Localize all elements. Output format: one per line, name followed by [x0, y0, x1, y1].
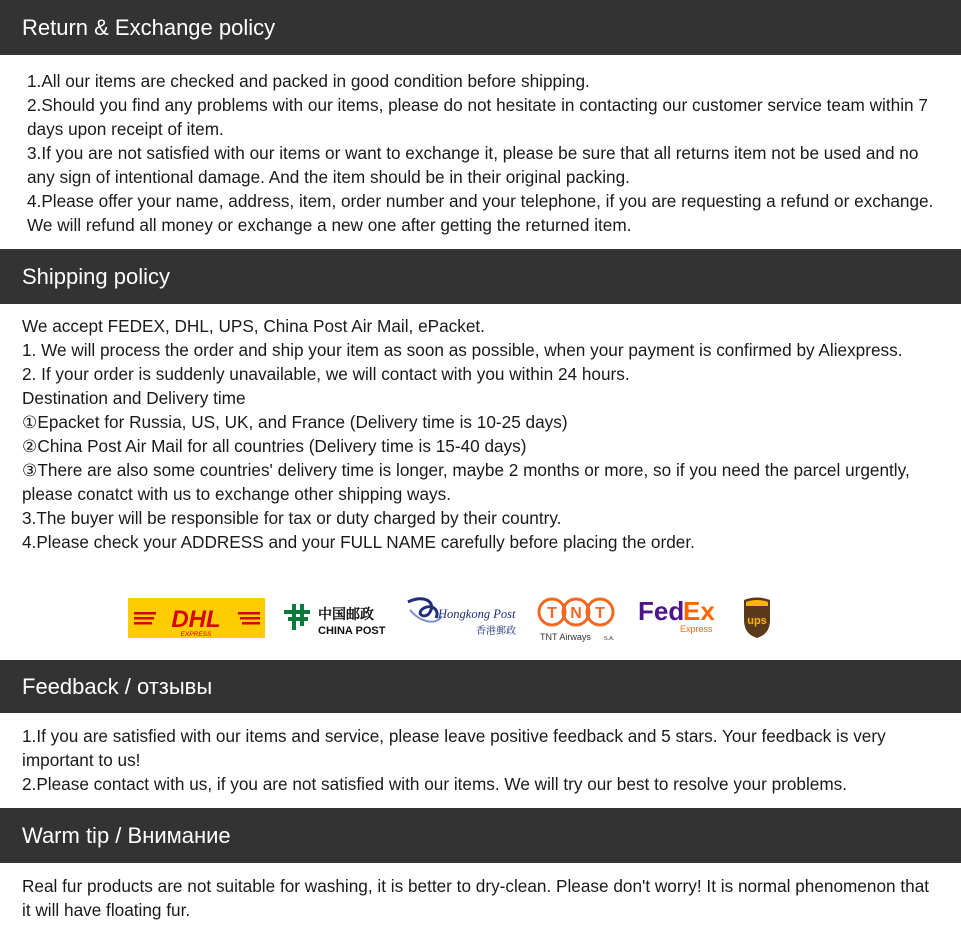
hongkong-post-logo	[408, 599, 516, 637]
svg-text:Fed: Fed	[638, 596, 685, 626]
svg-text:Hongkong Post: Hongkong Post	[438, 607, 516, 621]
svg-text:T: T	[547, 605, 557, 622]
svg-text:香港郵政: 香港郵政	[476, 626, 516, 637]
return-policy-header	[0, 0, 961, 55]
svg-text:S.A.: S.A.	[604, 636, 615, 642]
svg-text:ups: ups	[747, 615, 767, 627]
shipping-policy-header	[0, 249, 961, 304]
svg-text:TNT Airways: TNT Airways	[540, 632, 591, 642]
feedback-header	[0, 660, 961, 713]
svg-text:Express: Express	[680, 624, 713, 634]
shipping-policy-title: Shipping policy	[22, 263, 170, 289]
dhl-logo	[128, 598, 265, 638]
feedback-text: 1.If you are satisfied with our items and service, please leave positive feedback and 5 stars. Your feedback is very important to us! 2.Please contact with us, if you are not satisfied with our items. We will try our best to resolve your problems.	[22, 726, 886, 794]
shipping-policy-text: We accept FEDEX, DHL, UPS, China Post Air Mail, ePacket. 1. We will process the order and ship your item as soon as possible, when your payment is confirmed by Aliexpress. 2. If your order is suddenly unavailable, we will contact with you within 24 hours. Destination and Delivery time ①Epacket for Russia, US, UK, and France (Delivery time is 10-25 days) ②China Post Air Mail for all countries (Delivery time is 15-40 days) ③There are also some countries' delivery time is longer, maybe 2 months or more, so if you need the parcel urgently, please conatct with us to exchange other shipping ways. 3.The buyer will be responsible for tax or duty charged by their country. 4.Please check your ADDRESS and your FULL NAME carefully before placing the order.	[22, 316, 910, 552]
return-policy-text: 1.All our items are checked and packed in good condition before shipping. 2.Should you find any problems with our items, please do not hesitate in contacting our customer service team within 7 days upon receipt of item. 3.If you are not satisfied with our items or want to exchange it, please be sure that all returns item not be used and no any sign of intentional damage. And the item should be in their original packing. 4.Please offer your name, address, item, order number and your telephone, if you are requesting a refund or exchange. We will refund all money or exchange a new one after getting the returned item.	[27, 71, 934, 235]
svg-text:T: T	[595, 605, 605, 622]
warm-tip-header	[0, 808, 961, 863]
svg-text:CHINA POST: CHINA POST	[318, 625, 386, 637]
fedex-logo	[638, 596, 715, 634]
svg-text:N: N	[570, 605, 582, 622]
tnt-logo	[539, 599, 615, 642]
warm-tip-title: Warm tip / Внимание	[22, 822, 231, 848]
warm-tip-text: Real fur products are not suitable for washing, it is better to dry-clean. Please don't worry! It is normal phenomenon that it will have floating fur.	[22, 876, 930, 920]
ups-logo	[744, 598, 770, 639]
svg-text:中国邮政: 中国邮政	[318, 607, 374, 623]
svg-text:EXPRESS: EXPRESS	[180, 631, 212, 638]
china-post-logo	[284, 604, 386, 637]
carrier-logos	[120, 590, 840, 646]
svg-text:DHL: DHL	[171, 606, 221, 633]
svg-text:Ex: Ex	[683, 596, 715, 626]
feedback-title: Feedback / отзывы	[22, 673, 213, 699]
return-policy-title: Return & Exchange policy	[22, 14, 276, 40]
